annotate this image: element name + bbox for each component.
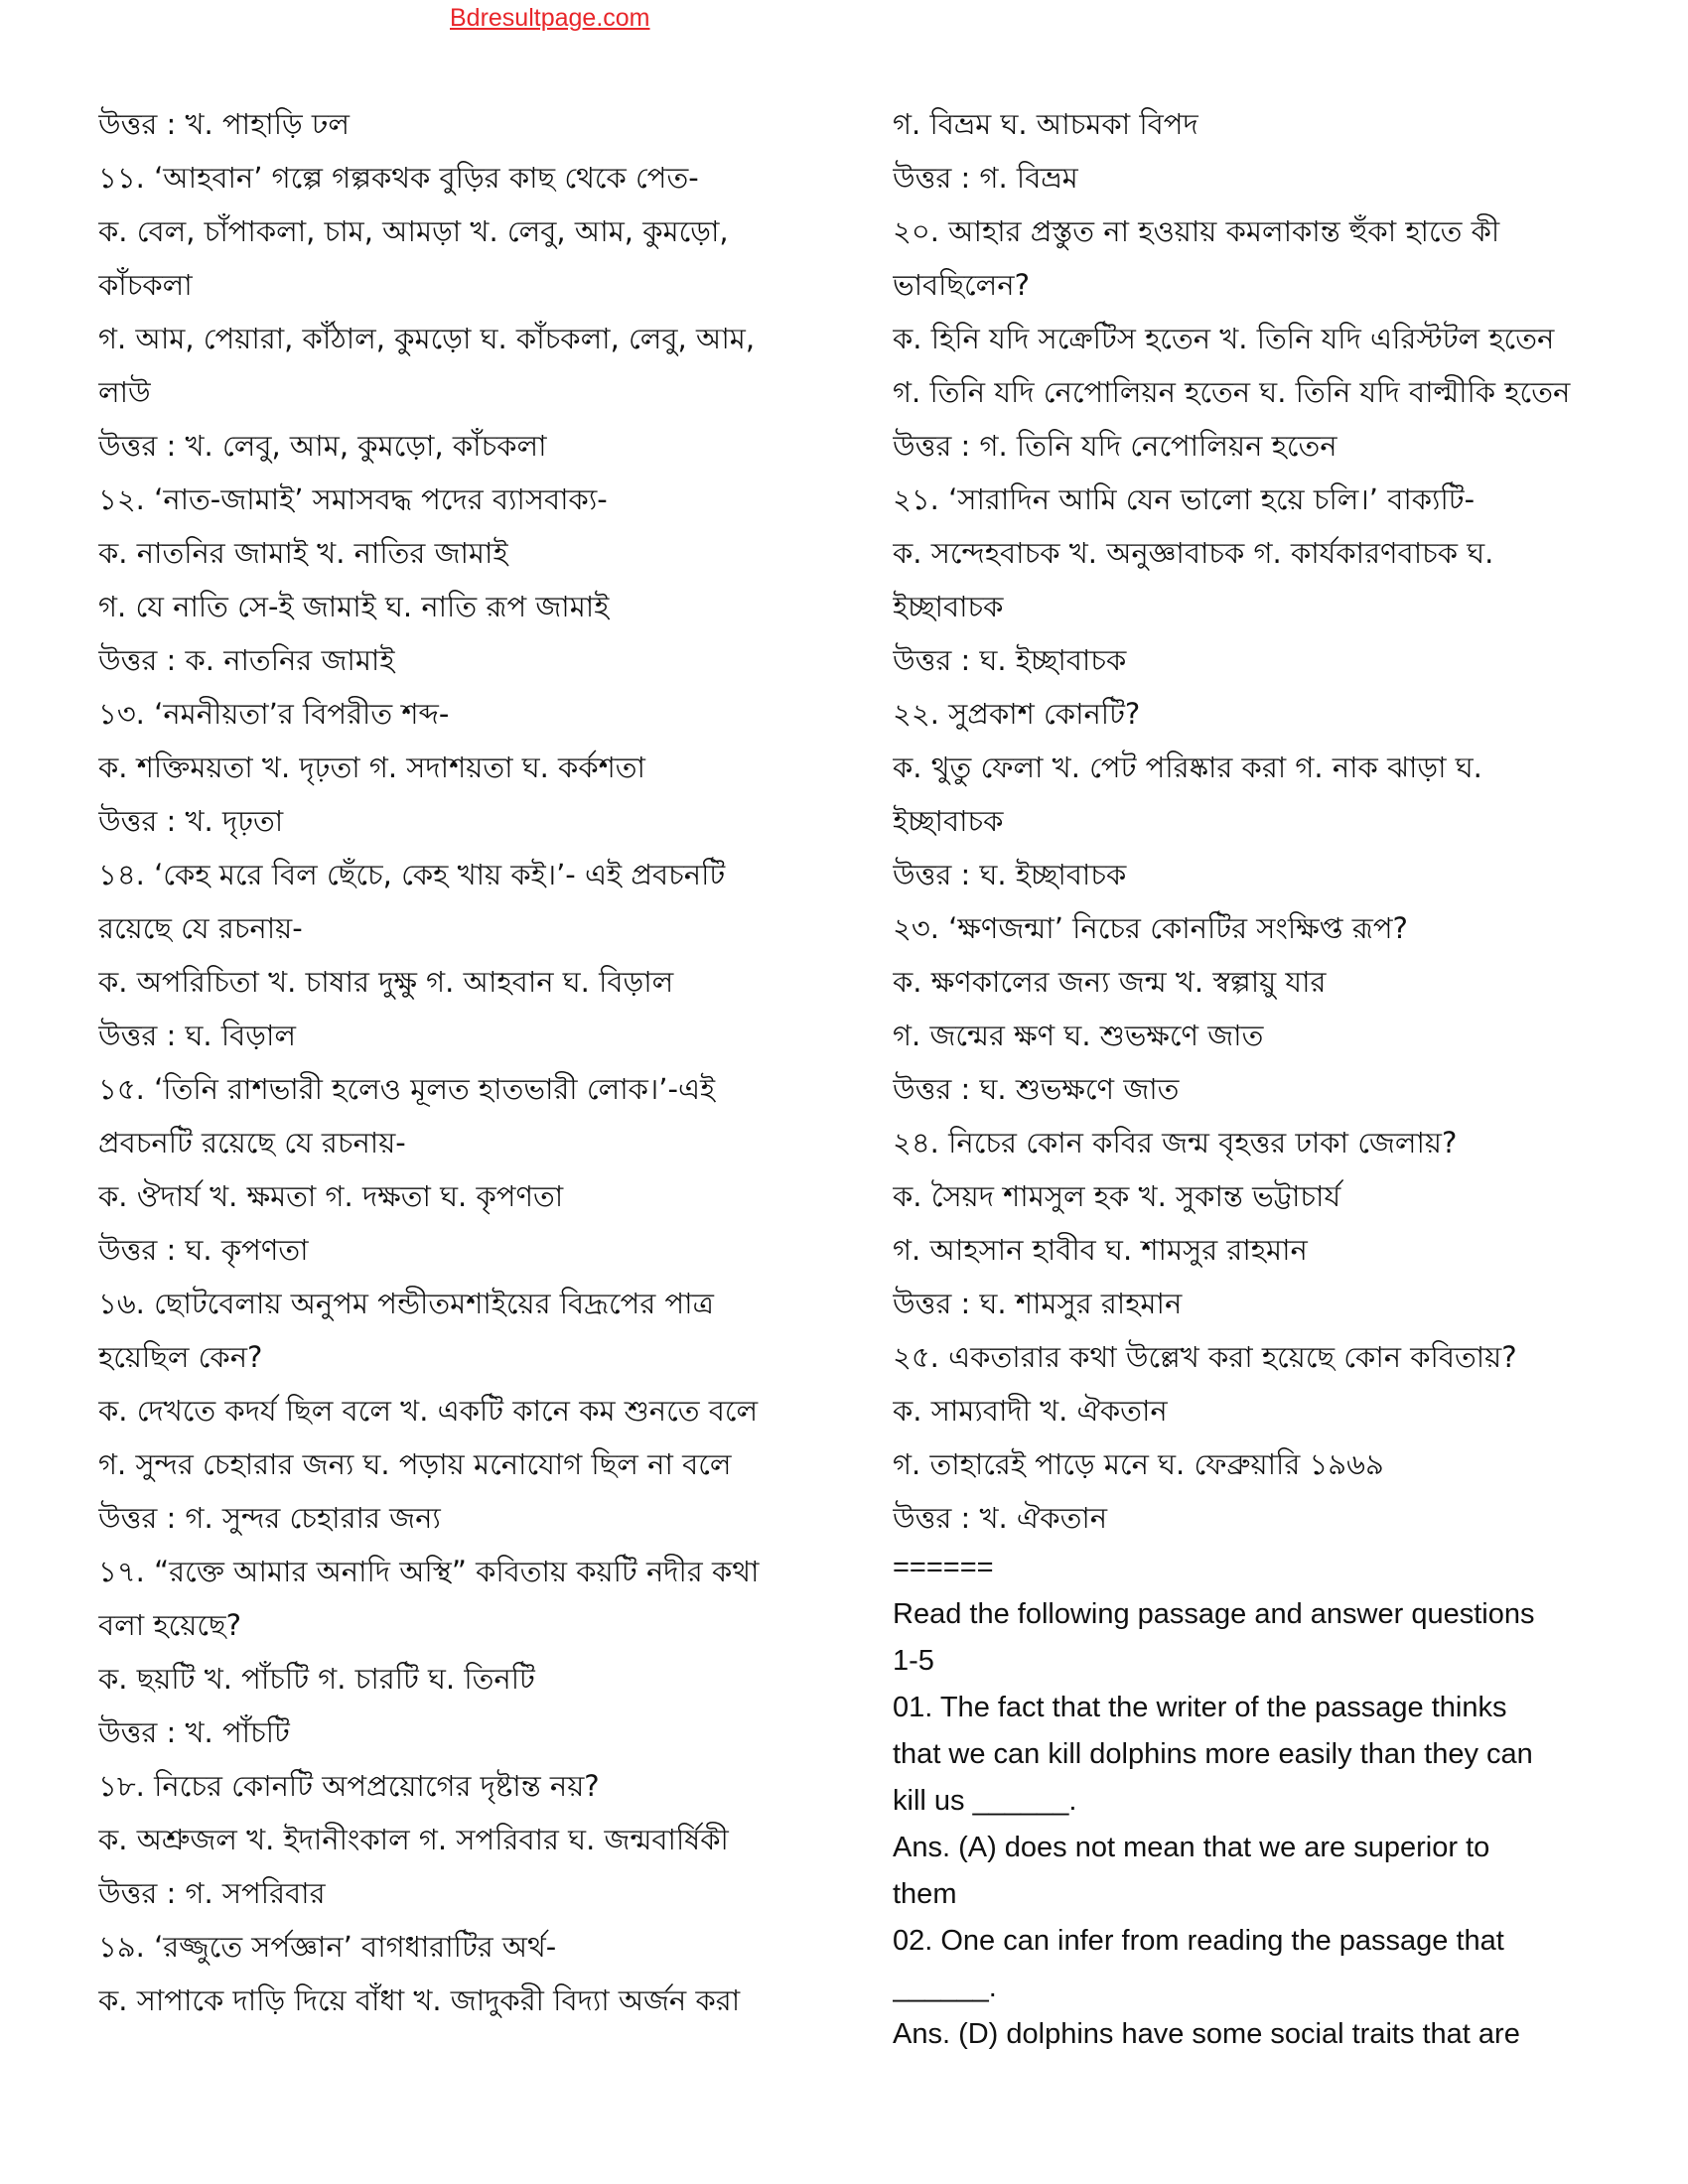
text-line: ২৫. একতারার কথা উল্লেখ করা হয়েছে কোন কবিতায়? [893,1340,1517,1374]
text-line: উত্তর : খ. পাহাড়ি ঢল [98,107,350,141]
text-line: ১১. ‘আহবান’ গল্পে গল্পকথক বুড়ির কাছ থেকে পেত- [98,161,699,195]
text-line: ১৯. ‘রজ্জুতে সর্পজ্ঞান’ বাগধারাটির অর্থ- [98,1930,557,1964]
text-line: 02. One can infer from reading the passage that [893,1925,1504,1957]
text-line: that we can kill dolphins more easily than they can [893,1738,1533,1770]
right-column-bengali [893,97,1608,1545]
text-line: গ. তিনি যদি নেপোলিয়ন হতেন ঘ. তিনি যদি বাল্মীকি হতেন [893,375,1571,409]
site-link[interactable]: Bdresultpage.com [450,4,650,32]
text-line: ২১. ‘সারাদিন আমি যেন ভালো হয়ে চলি।’ বাক্যটি- [893,482,1476,516]
text-line: বলা হয়েছে? [98,1608,241,1642]
text-line: ক. সাম্যবাদী খ. ঐকতান [893,1394,1168,1428]
text-line: উত্তর : গ. বিভ্রম [893,161,1078,195]
text-line: উত্তর : ক. নাতনির জামাই [98,643,395,677]
text-line: ১৩. ‘নমনীয়তা’র বিপরীত শব্দ- [98,697,450,731]
text-line: উত্তর : ঘ. শামসুর রাহমান [893,1287,1183,1320]
text-line: লাউ [98,375,151,409]
text-line: ২০. আহার প্রস্তুত না হওয়ায় কমলাকান্ত হুঁকা হাতে কী [893,214,1500,248]
text-line: Read the following passage and answer questions [893,1598,1535,1630]
text-line: প্রবচনটি রয়েছে যে রচনায়- [98,1126,406,1160]
text-line: ক. নাতনির জামাই খ. নাতির জামাই [98,536,508,570]
text-line: ১৭. “রক্তে আমার অনাদি অস্থি” কবিতায় কয়টি নদীর কথা [98,1555,760,1588]
text-line: ১৬. ছোটবেলায় অনুপম পন্ডীতমশাইয়ের বিদ্রূপের পাত্র [98,1287,714,1320]
text-line: উত্তর : ঘ. বিড়াল [98,1019,296,1052]
text-line: ক. সন্দেহবাচক খ. অনুজ্ঞাবাচক গ. কার্যকারণবাচক ঘ. [893,536,1494,570]
text-line: ক. শক্তিময়তা খ. দৃঢ়তা গ. সদাশয়তা ঘ. কর্কশতা [98,751,645,784]
text-line: গ. সুন্দর চেহারার জন্য ঘ. পড়ায় মনোযোগ ছিল না বলে [98,1447,732,1481]
text-line: ______. [893,1972,997,2003]
text-line: ক. ক্ষণকালের জন্য জন্ম খ. স্বল্পায়ু যার [893,965,1327,999]
text-line: ক. ছয়টি খ. পাঁচটি গ. চারটি ঘ. তিনটি [98,1662,535,1696]
right-column-english [893,1545,1608,2058]
text-line: কাঁচকলা [98,268,193,302]
text-line: উত্তর : ঘ. শুভক্ষণে জাত [893,1072,1180,1106]
text-line: ইচ্ছাবাচক [893,590,1004,623]
text-line: them [893,1878,957,1910]
text-line: গ. যে নাতি সে-ই জামাই ঘ. নাতি রূপ জামাই [98,590,610,623]
text-line: উত্তর : খ. লেবু, আম, কুমড়ো, কাঁচকলা [98,429,547,463]
text-line: ১৮. নিচের কোনটি অপপ্রয়োগের দৃষ্টান্ত নয়? [98,1769,600,1803]
text-line: ক. দেখতে কদর্য ছিল বলে খ. একটি কানে কম শুনতে বলে [98,1394,759,1428]
text-line: ক. হিনি যদি সক্রেটিস হতেন খ. তিনি যদি এরিস্টটল হতেন [893,322,1555,355]
text-line: ক. ঔদার্য খ. ক্ষমতা গ. দক্ষতা ঘ. কৃপণতা [98,1179,564,1213]
text-line: ১৫. ‘তিনি রাশভারী হলেও মূলত হাতভারী লোক।’-এই [98,1072,716,1106]
text-line: উত্তর : ঘ. ইচ্ছাবাচক [893,858,1127,891]
text-line: ইচ্ছাবাচক [893,804,1004,838]
text-line: উত্তর : খ. দৃঢ়তা [98,804,284,838]
text-line: Ans. (A) does not mean that we are superior to [893,1832,1490,1863]
text-line: উত্তর : গ. সপরিবার [98,1876,326,1910]
text-line: রয়েছে যে রচনায়- [98,911,303,945]
text-line: উত্তর : গ. সুন্দর চেহারার জন্য [98,1501,441,1535]
text-line: গ. জন্মের ক্ষণ ঘ. শুভক্ষণে জাত [893,1019,1264,1052]
text-line: উত্তর : ঘ. ইচ্ছাবাচক [893,643,1127,677]
text-line: গ. আহসান হাবীব ঘ. শামসুর রাহমান [893,1233,1308,1267]
text-line: 1-5 [893,1645,934,1677]
text-line: গ. আম, পেয়ারা, কাঁঠাল, কুমড়ো ঘ. কাঁচকলা, লেবু, আম, [98,322,756,355]
text-line: উত্তর : গ. তিনি যদি নেপোলিয়ন হতেন [893,429,1337,463]
text-line: ভাবছিলেন? [893,268,1030,302]
text-line: kill us ______. [893,1785,1077,1817]
text-line: ২২. সুপ্রকাশ কোনটি? [893,697,1141,731]
right-column [893,97,1608,2058]
text-line: হয়েছিল কেন? [98,1340,263,1374]
text-line: ====== [893,1552,994,1583]
text-line: ১২. ‘নাত-জামাই’ সমাসবদ্ধ পদের ব্যাসবাক্য- [98,482,608,516]
text-line: ক. থুতু ফেলা খ. পেট পরিষ্কার করা গ. নাক ঝাড়া ঘ. [893,751,1482,784]
text-line: Ans. (D) dolphins have some social traits that are [893,2018,1520,2050]
text-line: ক. অশ্রুজল খ. ইদানীংকাল গ. সপরিবার ঘ. জন্মবার্ষিকী [98,1823,729,1856]
text-line: ক. বেল, চাঁপাকলা, চাম, আমড়া খ. লেবু, আম, কুমড়ো, [98,214,729,248]
text-line: ১৪. ‘কেহ মরে বিল ছেঁচে, কেহ খায় কই।’- এই প্রবচনটি [98,858,726,891]
text-line: ২৩. ‘ক্ষণজন্মা’ নিচের কোনটির সংক্ষিপ্ত রূপ? [893,911,1408,945]
text-line: উত্তর : খ. পাঁচটি [98,1715,290,1749]
text-line: ক. অপরিচিতা খ. চাষার দুক্ষু গ. আহবান ঘ. বিড়াল [98,965,674,999]
text-line: গ. তাহারেই পাড়ে মনে ঘ. ফেব্রুয়ারি ১৯৬৯ [893,1447,1384,1481]
left-column [98,97,813,2027]
text-line: ক. সৈয়দ শামসুল হক খ. সুকান্ত ভট্টাচার্য [893,1179,1341,1213]
text-line: ক. সাপাকে দাড়ি দিয়ে বাঁধা খ. জাদুকরী বিদ্যা অর্জন করা [98,1983,741,2017]
text-line: উত্তর : ঘ. কৃপণতা [98,1233,309,1267]
text-line: উত্তর : খ. ঐকতান [893,1501,1108,1535]
text-line: গ. বিভ্রম ঘ. আচমকা বিপদ [893,107,1198,141]
text-line: 01. The fact that the writer of the passage thinks [893,1692,1507,1723]
text-line: ২৪. নিচের কোন কবির জন্ম বৃহত্তর ঢাকা জেলায়? [893,1126,1458,1160]
